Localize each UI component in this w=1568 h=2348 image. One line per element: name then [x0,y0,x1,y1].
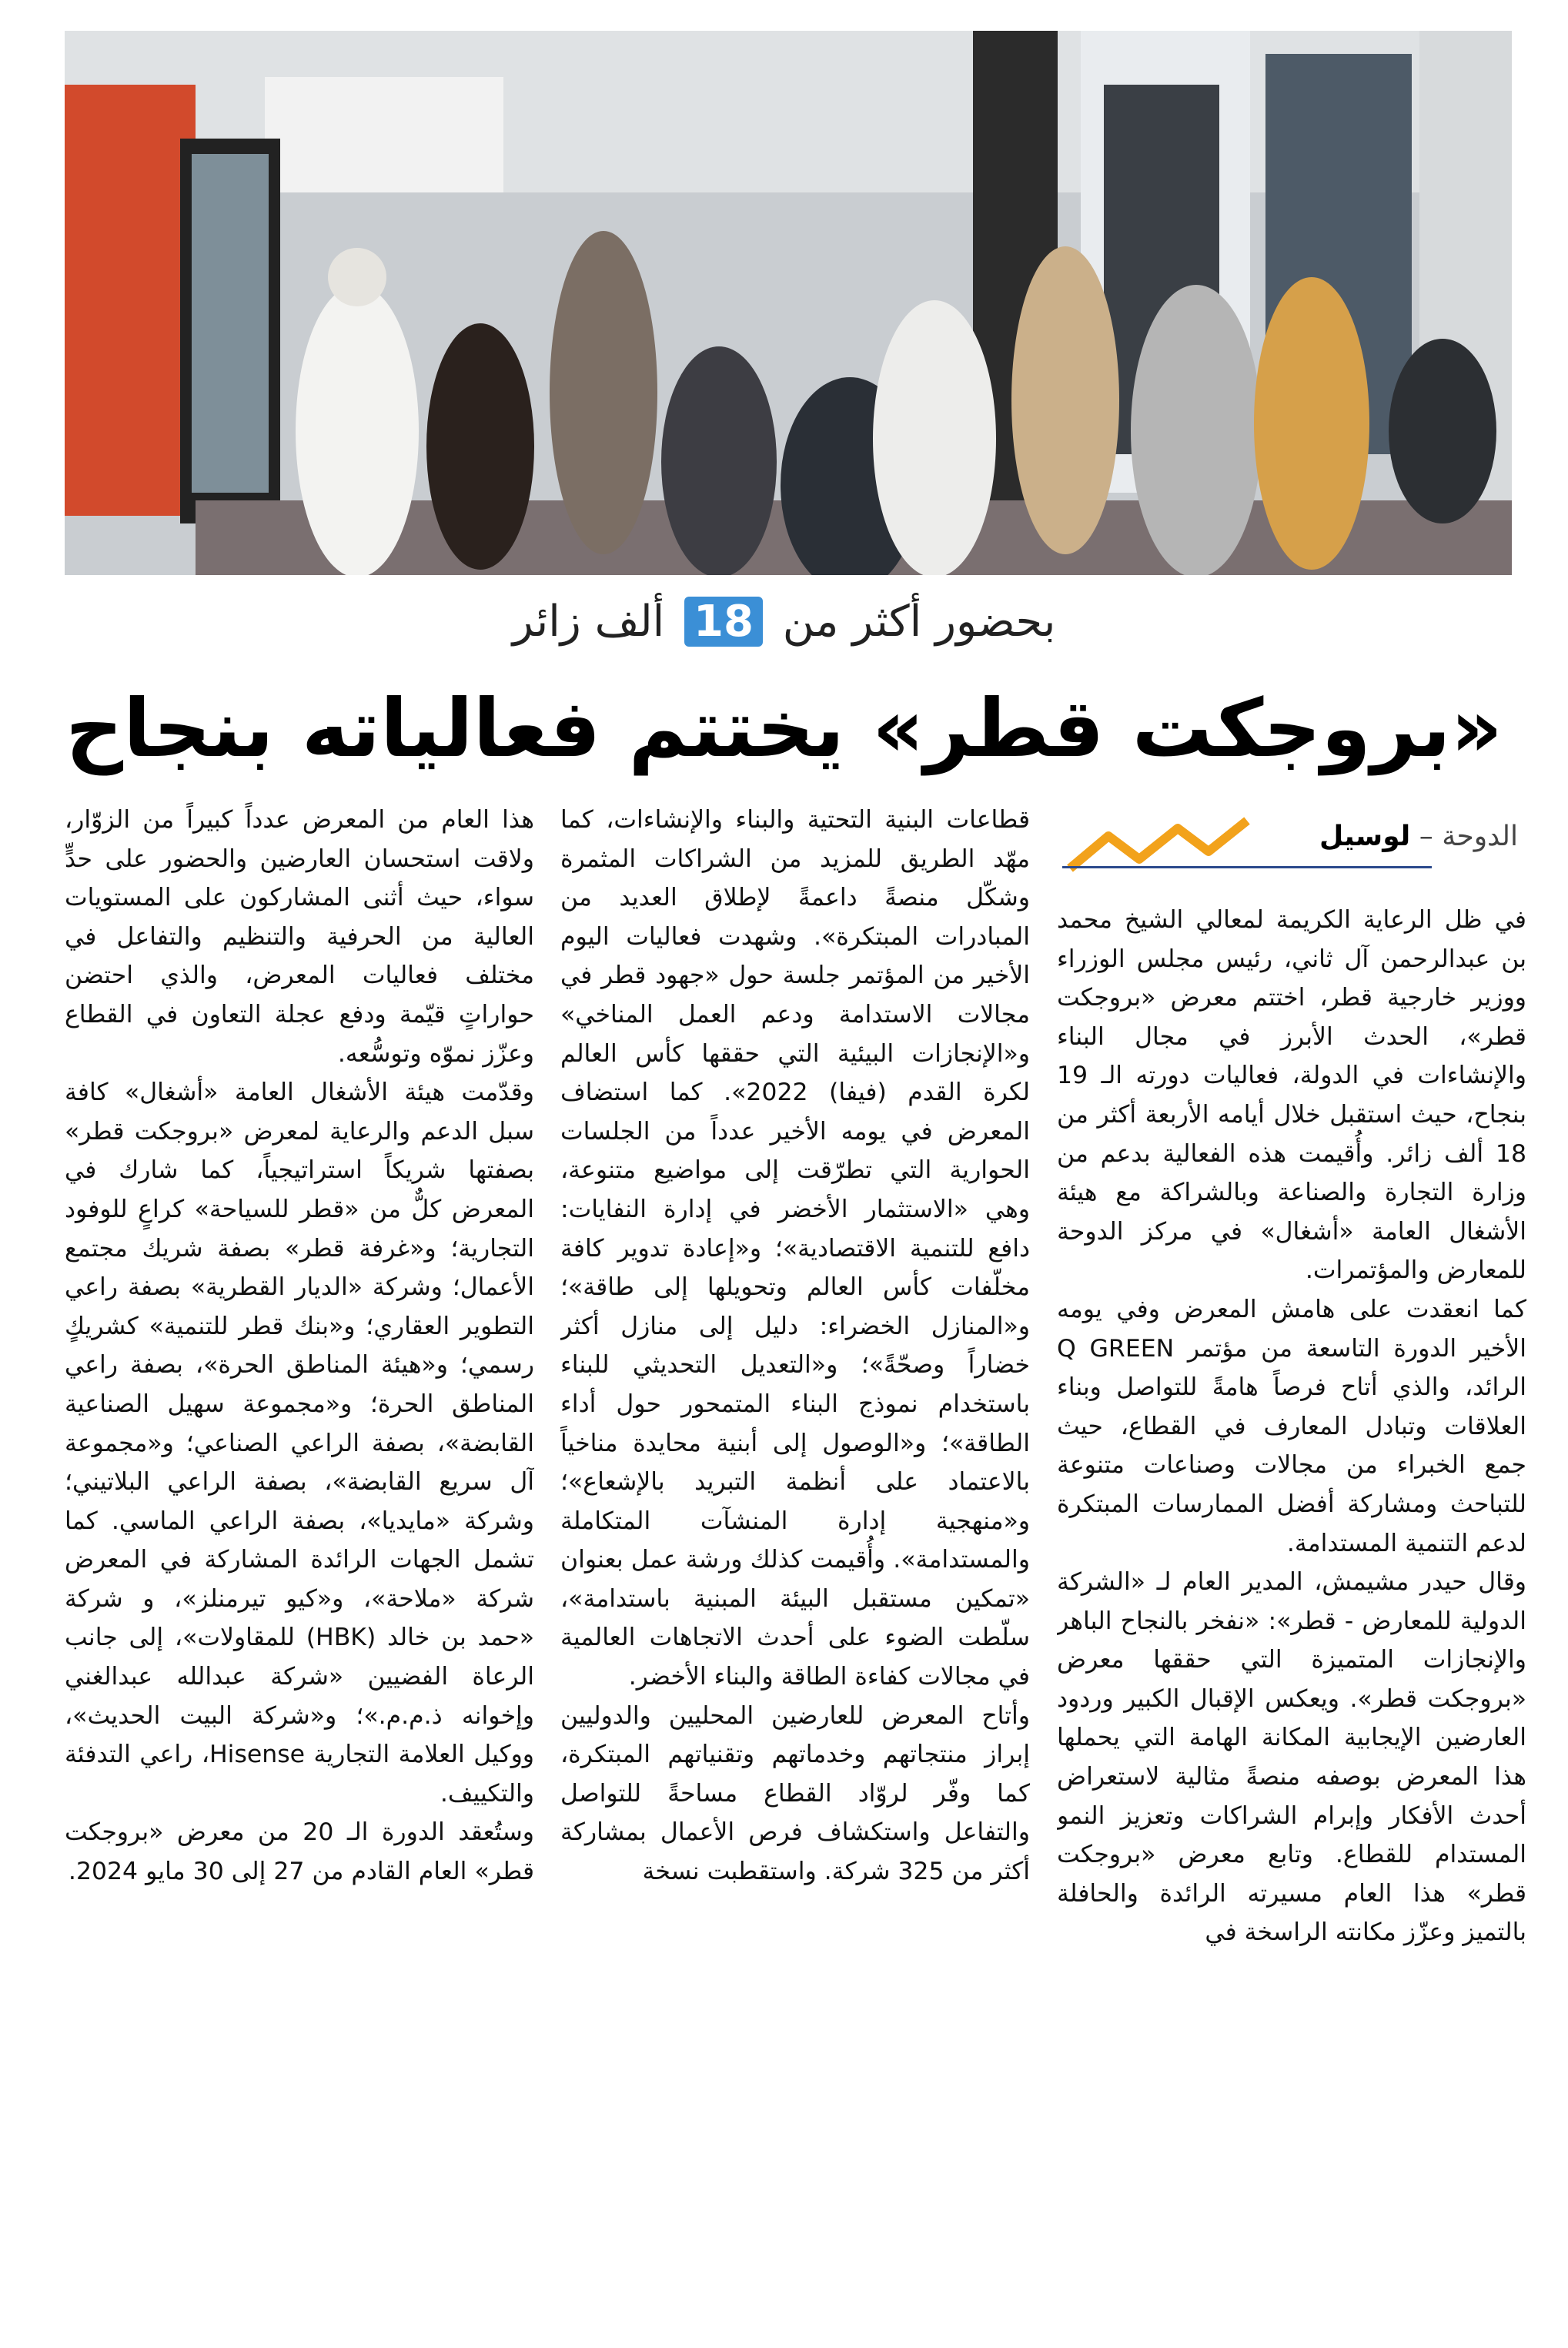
paragraph: وقال حيدر مشيمش، المدير العام لـ «الشركة الدولية للمعارض - قطر»: «نفخر بالنجاح الباهر والإنجازات المتميزة التي حققها معرض «بروجكت قطر». ويعكس الإقبال الكبير وردود العارضين الإيجابية المكانة الهامة التي يحملها هذا المعرض بوصفه منصةً مثالية لاستعراض أحدث الأفكار وإبرام الشراكات وتعزيز النمو المستدام للقطاع. وتابع معرض «بروجكت قطر» هذا العام مسيرته الرائدة والحافلة بالتميز وعزّز مكانته الراسخة في [1057,1568,1526,1947]
byline-text [1319,821,1518,852]
article-column-middle [560,801,1030,2248]
paragraph: قطاعات البنية التحتية والبناء والإنشاءات، كما مهّد الطريق للمزيد من الشراكات المثمرة وشكّل منصةً داعمةً لإطلاق العديد من المبادرات المبتكرة». وشهدت فعاليات اليوم الأخير من المؤتمر جلسة حول «جهود قطر في مجالات الاستدامة ودعم العمل المناخي» و«الإنجازات البيئية التي حققها كأس العالم لكرة القدم (فيفا) 2022». كما استضاف المعرض في يومه الأخير عدداً من الجلسات الحوارية التي تطرّقت إلى مواضيع متنوعة، وهي «الاستثمار الأخضر في إدارة النفايات: دافع للتنمية الاقتصادية»؛ و«إعادة تدوير كافة مخلّفات كأس العالم وتحويلها إلى طاقة»؛ و«المنازل الخضراء: دليل إلى منازل أكثر خضاراً وصحّةً»؛ و«التعديل التحديثي للبناء باستخدام نموذج البناء المتمحور حول أداء الطاقة»؛ و«الوصول إلى أبنية محايدة مناخياً بالاعتماد على أنظمة التبريد بالإشعاع»؛ و«منهجية إدارة المنشآت المتكاملة والمستدامة». وأُقيمت كذلك ورشة عمل بعنوان «تمكين مستقبل البيئة المبنية باستدامة»، سلّطت الضوء على أحدث الاتجاهات العالمية في مجالات كفاءة الطاقة والبناء الأخضر. [560,806,1030,1691]
paragraph: هذا العام من المعرض عدداً كبيراً من الزوّار، ولاقت استحسان العارضين والحضور على حدٍّ سواء، حيث أثنى المشاركون على المستويات العالية من الحرفية والتنظيم والتفاعل في مختلف فعاليات المعرض، والذي احتضن حواراتٍ قيّمة ودفع عجلة التعاون في القطاع وعزّز نموّه وتوسُّعه. [65,806,534,1068]
paragraph: وأتاح المعرض للعارضين المحليين والدوليين إبراز منتجاتهم وخدماتهم وتقنياتهم المبتكرة، كما وفّر لروّاد القطاع مساحةً للتواصل والتفاعل واستكشاف فرص الأعمال بمشاركة أكثر من 325 شركة. واستقطبت نسخة [560,1701,1030,1886]
event-photo [65,31,1512,575]
paragraph: كما انعقدت على هامش المعرض وفي يومه الأخير الدورة التاسعة من مؤتمر Q GREEN الرائد، والذي أتاح فرصاً هامةً للتواصل وبناء العلاقات وتبادل المعارف في القطاع، حيث جمع الخبراء من مجالات وصناعات متنوعة للتباحث ومشاركة أفضل الممارسات المبتكرة لدعم التنمية المستدامة. [1057,1295,1526,1557]
byline-outlet: لوسيل [1319,821,1411,852]
kicker-number-badge: 18 [684,597,763,647]
kicker-before: بحضور أكثر من [782,597,1056,647]
kicker [0,597,1568,647]
article-column-left [65,801,534,2248]
kicker-after: ألف زائر [512,597,665,647]
paragraph: وقدّمت هيئة الأشغال العامة «أشغال» كافة سبل الدعم والرعاية لمعرض «بروجكت قطر» بصفتها شريكاً استراتيجياً، كما شارك في المعرض كلٌّ من «قطر للسياحة» كراعٍ للوفود التجارية؛ و«غرفة قطر» بصفة شريك مجتمع الأعمال؛ وشركة «الديار القطرية» بصفة راعي التطوير العقاري؛ و«بنك قطر للتنمية» كشريكٍ رسمي؛ و«هيئة المناطق الحرة»، بصفة راعي المناطق الحرة؛ و«مجموعة سهيل الصناعية القابضة»، بصفة الراعي الصناعي؛ و«مجموعة آل سريع القابضة»، بصفة الراعي البلاتيني؛ وشركة «مايديا»، بصفة الراعي الماسي. كما تشمل الجهات الرائدة المشاركة في المعرض شركة «ملاحة»، و«كيو تيرمنلز»، و شركة «حمد بن خالد (HBK) للمقاولات»، إلى جانب الرعاة الفضيين «شركة عبدالله عبدالغني وإخوانه ذ.م.م.»؛ و«شركة البيت الحديث»، ووكيل العلامة التجارية Hisense، راعي التدفئة والتكييف. [65,1079,534,1808]
paragraph: وستُعقد الدورة الـ 20 من معرض «بروجكت قطر» العام القادم من 27 إلى 30 مايو 2024. [65,1818,534,1886]
headline: «بروجكت قطر» يختتم فعالياته بنجاح [65,681,1503,775]
byline-rule [1062,866,1432,868]
paragraph: في ظل الرعاية الكريمة لمعالي الشيخ محمد بن عبدالرحمن آل ثاني، رئيس مجلس الوزراء ووزير خارجية قطر، اختتم معرض «بروجكت قطر»، الحدث الأبرز في مجال البناء والإنشاءات في الدولة، فعاليات دورته الـ 19 بنجاح، حيث استقبل خلال أيامه الأربعة أكثر من 18 ألف زائر. وأُقيمت هذه الفعالية بدعم من وزارة التجارة والصناعة وبالشراكة مع هيئة الأشغال العامة «أشغال» في مركز الدوحة للمعارض والمؤتمرات. [1057,906,1526,1285]
byline-place: الدوحة – [1419,821,1518,852]
article-column-right [1057,901,1526,2348]
